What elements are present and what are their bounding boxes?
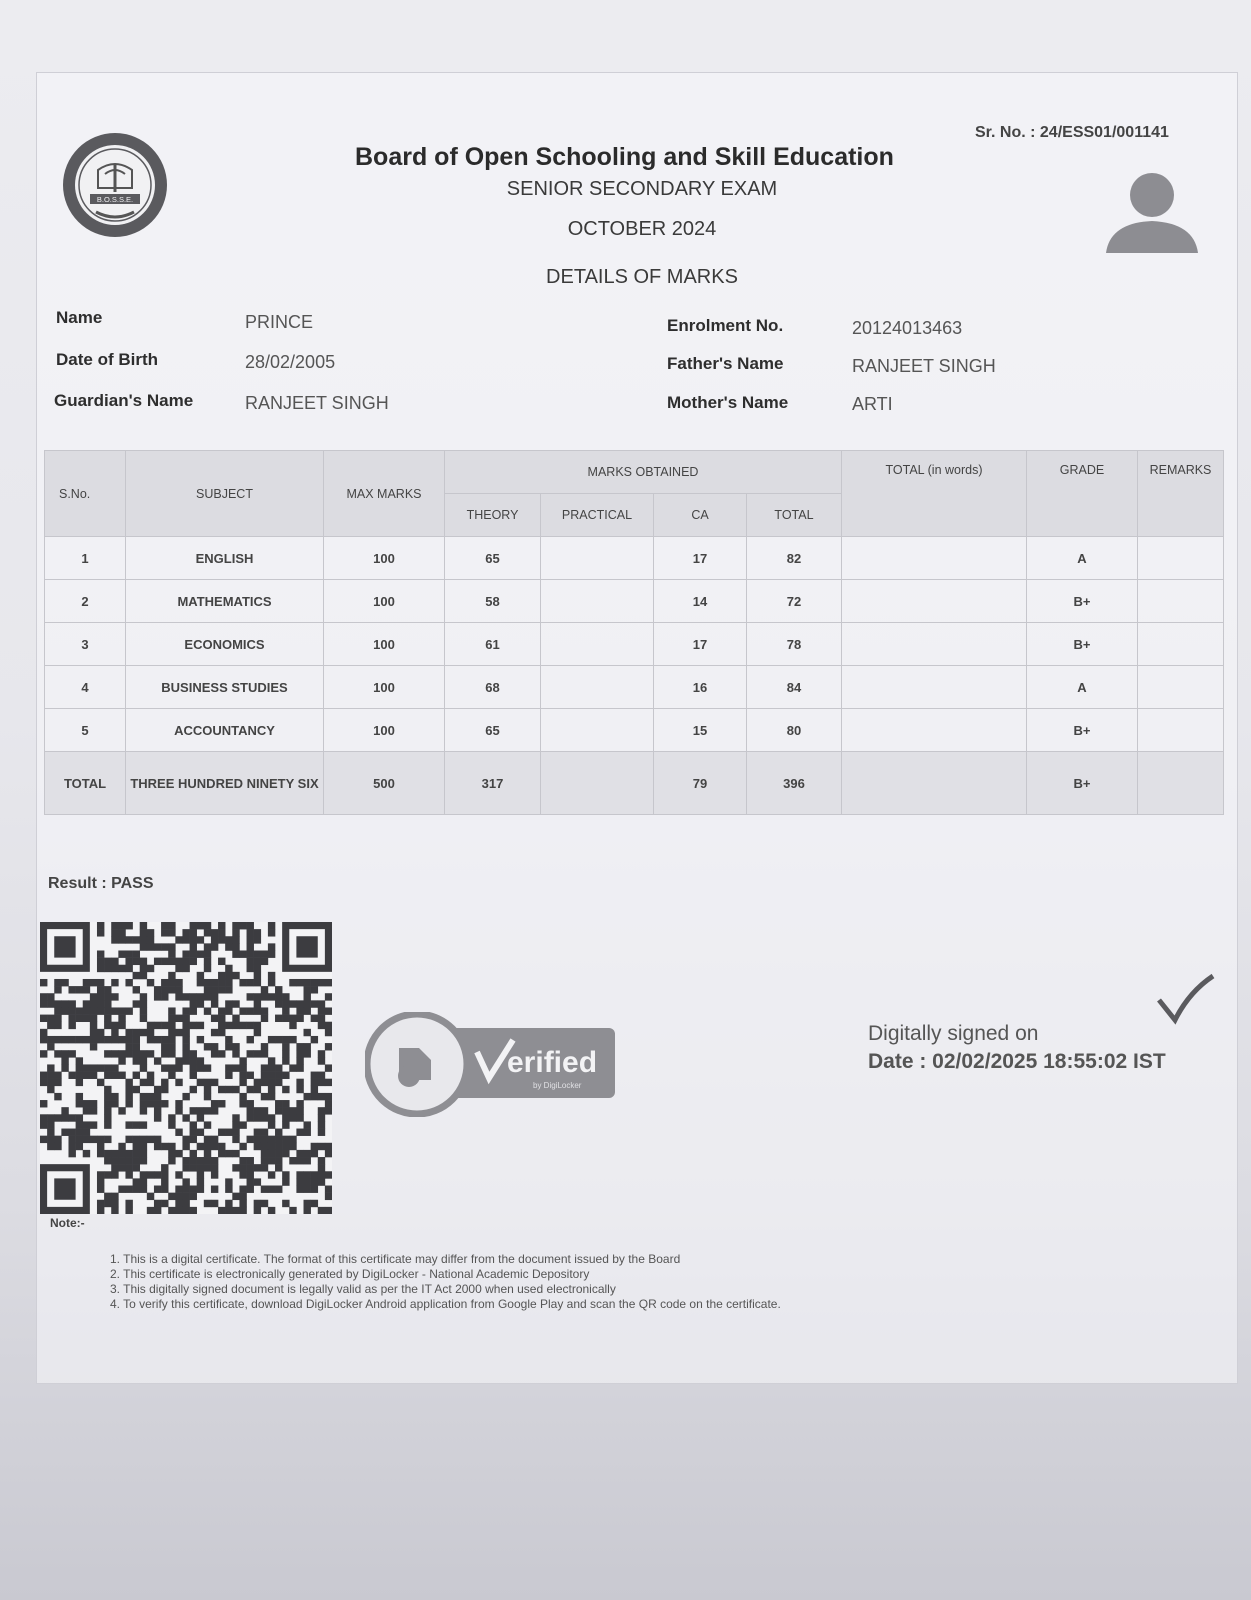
row-theory: 65 <box>445 537 541 580</box>
row-total: 80 <box>747 709 842 752</box>
table-row <box>45 580 1224 623</box>
header-total-words: TOTAL (in words) <box>842 451 1027 537</box>
dob-value: 28/02/2005 <box>245 352 336 372</box>
row-practical <box>541 623 654 666</box>
row-subject: BUSINESS STUDIES <box>126 666 324 709</box>
row-remarks <box>1138 666 1224 709</box>
name-label: Name <box>56 308 103 327</box>
marks-table <box>44 450 1224 815</box>
digitally-signed-text: Digitally signed on <box>868 1022 1039 1045</box>
row-ca: 17 <box>654 537 747 580</box>
father-label: Father's Name <box>667 354 784 373</box>
row-words <box>842 537 1027 580</box>
row-sno: 4 <box>45 666 126 709</box>
svg-text:B.O.S.S.E.: B.O.S.S.E. <box>96 195 134 204</box>
mother-label: Mother's Name <box>667 393 789 412</box>
table-row <box>45 623 1224 666</box>
list-item: 2. This certificate is electronically generated by DigiLocker - National Academic Depository <box>110 1267 590 1281</box>
row-total: 78 <box>747 623 842 666</box>
row-words <box>842 623 1027 666</box>
row-max: 100 <box>324 537 445 580</box>
total-total: 396 <box>747 752 842 815</box>
row-sno: 3 <box>45 623 126 666</box>
row-practical <box>541 580 654 623</box>
dob-label: Date of Birth <box>56 350 158 369</box>
total-max: 500 <box>324 752 445 815</box>
row-grade: B+ <box>1027 580 1138 623</box>
row-practical <box>541 537 654 580</box>
exam-session: OCTOBER 2024 <box>567 218 717 240</box>
row-grade: A <box>1027 537 1138 580</box>
row-max: 100 <box>324 623 445 666</box>
total-label: TOTAL <box>45 752 126 815</box>
mother-value: ARTI <box>852 394 893 414</box>
enrolment-label: Enrolment No. <box>667 316 784 335</box>
result-text: Result : PASS <box>48 875 154 892</box>
exam-name: SENIOR SECONDARY EXAM <box>506 178 778 200</box>
header-total: TOTAL <box>747 494 842 537</box>
total-theory: 317 <box>445 752 541 815</box>
row-ca: 15 <box>654 709 747 752</box>
row-ca: 17 <box>654 623 747 666</box>
total-grade: B+ <box>1027 752 1138 815</box>
badge-word: erified <box>507 1046 598 1079</box>
student-photo-placeholder-icon <box>1102 165 1202 255</box>
row-grade: B+ <box>1027 623 1138 666</box>
row-max: 100 <box>324 580 445 623</box>
list-item: 1. This is a digital certificate. The format of this certificate may differ from the document issued by the Board <box>110 1252 681 1266</box>
row-ca: 16 <box>654 666 747 709</box>
checkmark-icon <box>1155 972 1215 1027</box>
header-ca: CA <box>654 494 747 537</box>
serial-number: Sr. No. : 24/ESS01/001141 <box>975 124 1169 141</box>
row-grade: B+ <box>1027 709 1138 752</box>
header-sno: S.No. <box>45 451 126 537</box>
badge-by: by DigiLocker <box>533 1081 582 1090</box>
row-total: 82 <box>747 537 842 580</box>
row-words <box>842 666 1027 709</box>
row-sno: 5 <box>45 709 126 752</box>
guardian-value: RANJEET SINGH <box>245 393 389 413</box>
row-subject: ENGLISH <box>126 537 324 580</box>
header-grade: GRADE <box>1027 451 1138 537</box>
guardian-label: Guardian's Name <box>54 391 194 410</box>
row-remarks <box>1138 537 1224 580</box>
notes-heading: Note:- <box>50 1216 85 1230</box>
row-total: 72 <box>747 580 842 623</box>
row-subject: ECONOMICS <box>126 623 324 666</box>
notes-list <box>110 1252 781 1312</box>
row-practical <box>541 709 654 752</box>
row-sno: 1 <box>45 537 126 580</box>
header-max-marks: MAX MARKS <box>324 451 445 537</box>
row-grade: A <box>1027 666 1138 709</box>
name-value: PRINCE <box>245 312 314 332</box>
board-logo-seal <box>60 130 170 240</box>
list-item: 3. This digitally signed document is legally valid as per the IT Act 2000 when used electronically <box>110 1282 616 1296</box>
row-theory: 65 <box>445 709 541 752</box>
row-words <box>842 580 1027 623</box>
total-in-words: THREE HUNDRED NINETY SIX <box>126 752 324 815</box>
row-theory: 68 <box>445 666 541 709</box>
table-row <box>45 666 1224 709</box>
qr-code-icon <box>40 922 332 1214</box>
row-max: 100 <box>324 666 445 709</box>
row-practical <box>541 666 654 709</box>
row-subject: ACCOUNTANCY <box>126 709 324 752</box>
total-words-col <box>842 752 1027 815</box>
header-marks-obtained: MARKS OBTAINED <box>445 451 842 494</box>
header-practical: PRACTICAL <box>541 494 654 537</box>
row-words <box>842 709 1027 752</box>
row-sno: 2 <box>45 580 126 623</box>
signature-date: Date : 02/02/2025 18:55:02 IST <box>868 1050 1166 1073</box>
total-ca: 79 <box>654 752 747 815</box>
header-theory: THEORY <box>445 494 541 537</box>
section-title: DETAILS OF MARKS <box>546 266 738 288</box>
row-theory: 61 <box>445 623 541 666</box>
board-title: Board of Open Schooling and Skill Education <box>355 143 894 171</box>
row-ca: 14 <box>654 580 747 623</box>
total-practical <box>541 752 654 815</box>
father-value: RANJEET SINGH <box>852 356 996 376</box>
header-remarks: REMARKS <box>1138 451 1224 537</box>
total-row <box>45 752 1224 815</box>
list-item: 4. To verify this certificate, download DigiLocker Android application from Google Play and scan the QR code on the certificate. <box>110 1297 781 1311</box>
row-total: 84 <box>747 666 842 709</box>
row-subject: MATHEMATICS <box>126 580 324 623</box>
digilocker-verified-badge <box>365 1012 617 1117</box>
table-row <box>45 537 1224 580</box>
enrolment-value: 20124013463 <box>852 318 963 338</box>
row-theory: 58 <box>445 580 541 623</box>
total-remarks <box>1138 752 1224 815</box>
header-subject: SUBJECT <box>126 451 324 537</box>
row-max: 100 <box>324 709 445 752</box>
row-remarks <box>1138 580 1224 623</box>
row-remarks <box>1138 709 1224 752</box>
row-remarks <box>1138 623 1224 666</box>
table-row <box>45 709 1224 752</box>
